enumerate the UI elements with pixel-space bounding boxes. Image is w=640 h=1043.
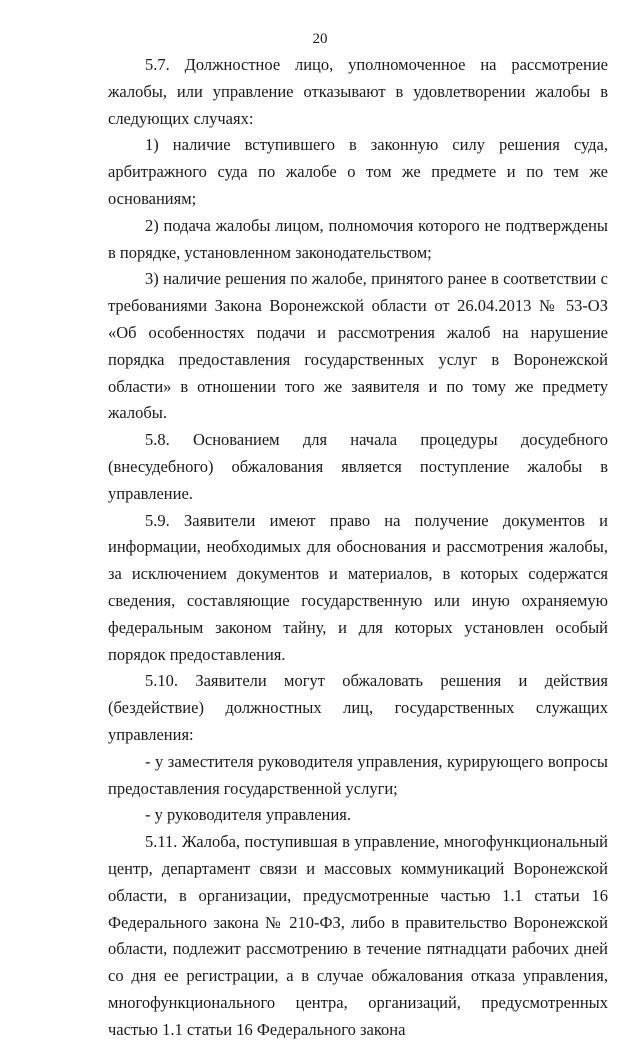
paragraph-5-7: 5.7. Должностное лицо, уполномоченное на рассмотрение жалобы, или управление отказывают в удовлетворении жалобы в следующих случаях: bbox=[108, 55, 608, 128]
document-body bbox=[108, 52, 608, 1043]
dash-item-deputy-head: - у заместителя руководителя управления, курирующего вопросы предоставления государственной услуги; bbox=[108, 751, 608, 798]
paragraph-5-8: 5.8. Основанием для начала процедуры досудебного (внесудебного) обжалования является поступление жалобы в управление. bbox=[108, 430, 608, 503]
list-item-2: 2) подача жалобы лицом, полномочия которого не подтверждены в порядке, установленном законодательством; bbox=[108, 215, 608, 262]
paragraph-5-9: 5.9. Заявители имеют право на получение документов и информации, необходимых для обоснования и рассмотрения жалобы, за исключением документов и материалов, в которых содержатся сведения, составляющие государственную или иную охраняемую федеральным законом тайну, и для которых установлен особый порядок предоставления. bbox=[108, 510, 608, 664]
list-item-3: 3) наличие решения по жалобе, принятого ранее в соответствии с требованиями Закона Воронежской области от 26.04.2013 № 53-ОЗ «Об особенностях подачи и рассмотрения жалоб на нарушение порядка предоставления государственных услуг в Воронежской области» в отношении того же заявителя и по тому же предмету жалобы. bbox=[108, 269, 608, 423]
list-item-1: 1) наличие вступившего в законную силу решения суда, арбитражного суда по жалобе о том же предмете и по тем же основаниям; bbox=[108, 135, 608, 208]
dash-item-head: - у руководителя управления. bbox=[145, 805, 352, 825]
page-number: 20 bbox=[312, 31, 328, 47]
paragraph-5-11: 5.11. Жалоба, поступившая в управление, многофункциональный центр, департамент связи и массовых коммуникаций Воронежской области, в организации, предусмотренные частью 1.1 статьи 16 Федерального закона № 210-ФЗ, либо в правительство Воронежской области, подлежит рассмотрению в течение пятнадцати рабочих дней со дня ее регистрации, а в случае обжалования отказа управления, многофункционального центра, организаций, предусмотренных частью 1.1 статьи 16 Федерального закона bbox=[108, 832, 608, 1039]
paragraph-5-10: 5.10. Заявители могут обжаловать решения и действия (бездействие) должностных лиц, государственных служащих управления: bbox=[108, 671, 608, 744]
